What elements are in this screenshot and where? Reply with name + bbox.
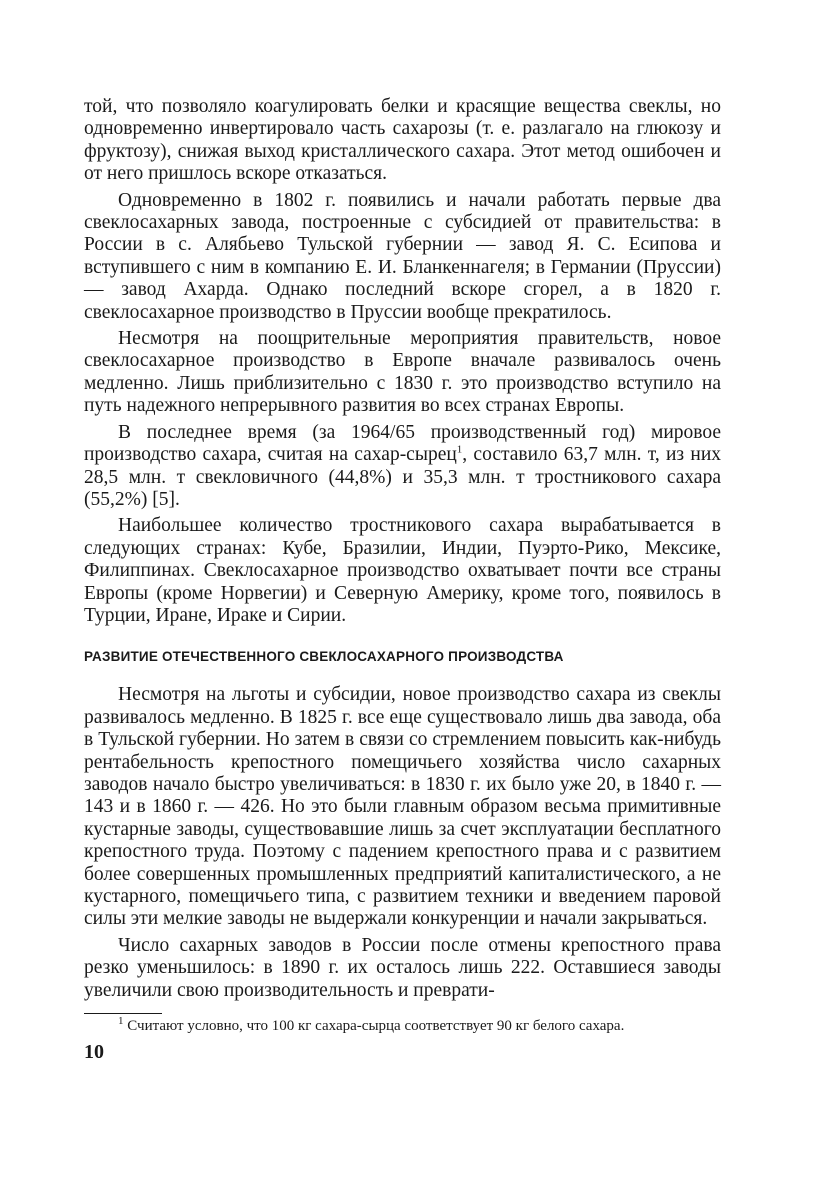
world-production-text-b: , составило 63,7 млн. т, из них 28,5 млн. т свекловичного (44,8%) и 35,3 млн. т тростникового сахара (55,2%) [5]. [84, 444, 721, 510]
footnote-divider [84, 1013, 162, 1014]
paragraph-factory-decline: Число сахарных заводов в России после отмены крепостного права резко уменьшилось: в 1890 г. их осталось лишь 222. Оставшиеся заводы увеличили свою производительность и преврати- [84, 934, 721, 1001]
paragraph-first-factories: Одновременно в 1802 г. появились и начали работать первые два свеклосахарных завода, построенные с субсидией от правительства: в России в с. Алябьево Тульской губернии — завод Я. С. Есипова и вступившего с ним в компанию Е. И. Бланкеннагеля; в Германии (Пруссии) — завод Ахарда. Однако последний вскоре сгорел, а в 1820 г. свеклосахарное производство в Пруссии вообще прекратилось. [84, 189, 721, 323]
footnote [84, 1017, 721, 1035]
footnote-marker: 1 [118, 1015, 124, 1028]
paragraph-domestic-growth: Несмотря на льготы и субсидии, новое производство сахара из свеклы развивалось медленно. В 1825 г. все еще существовало лишь два завода, оба в Тульской губернии. Но затем в связи со стремлением повысить как-нибудь рентабельность крепостного помещичьего хозяйства число сахарных заводов начало быстро увеличиваться: в 1830 г. их было уже 20, в 1840 г. — 143 и в 1860 г. — 426. Но это были главным образом весьма примитивные кустарные заводы, существовавшие лишь за счет эксплуатации бесплатного крепостного труда. Поэтому с падением крепостного права и с развитием более совершенных промышленных предприятий капиталистического, а не кустарного, помещичьего типа, с развитием техники и введением паровой силы эти мелкие заводы не выдержали конкуренции и начали закрываться. [84, 684, 721, 930]
world-production-text-a: В последнее время (за 1964/65 производственный год) мировое производство сахара, считая на сахар-сырец [84, 421, 721, 466]
paragraph-world-production [84, 422, 721, 512]
paragraph-continued: той, что позволяло коагулировать белки и красящие вещества свеклы, но одновременно инвертировало часть сахарозы (т. е. разлагало на глюкозу и фруктозу), снижая выход кристаллического сахара. Этот метод ошибочен и от него пришлось вскоре отказаться. [84, 96, 721, 185]
footnote-text: Считают условно, что 100 кг сахара-сырца соответствует 90 кг белого сахара. [123, 1018, 625, 1035]
section-heading: РАЗВИТИЕ ОТЕЧЕСТВЕННОГО СВЕКЛОСАХАРНОГО ПРОИЗВОДСТВА [84, 649, 564, 665]
footnote-reference: 1 [456, 443, 463, 456]
paragraph-slow-development: Несмотря на поощрительные мероприятия правительств, новое свеклосахарное производство в Европе вначале развивалось очень медленно. Лишь приблизительно с 1830 г. это производство вступило на путь надежного непрерывного развития во всех странах Европы. [84, 328, 721, 417]
paragraph-cane-countries: Наибольшее количество тростникового сахара вырабатывается в следующих странах: Кубе, Бразилии, Индии, Пуэрто-Рико, Мексике, Филиппинах. Свеклосахарное производство охватывает почти все страны Европы (кроме Норвегии) и Северную Америку, кроме того, появилось в Турции, Иране, Ираке и Сирии. [84, 515, 721, 626]
book-page [84, 96, 721, 1063]
page-number: 10 [84, 1041, 104, 1064]
